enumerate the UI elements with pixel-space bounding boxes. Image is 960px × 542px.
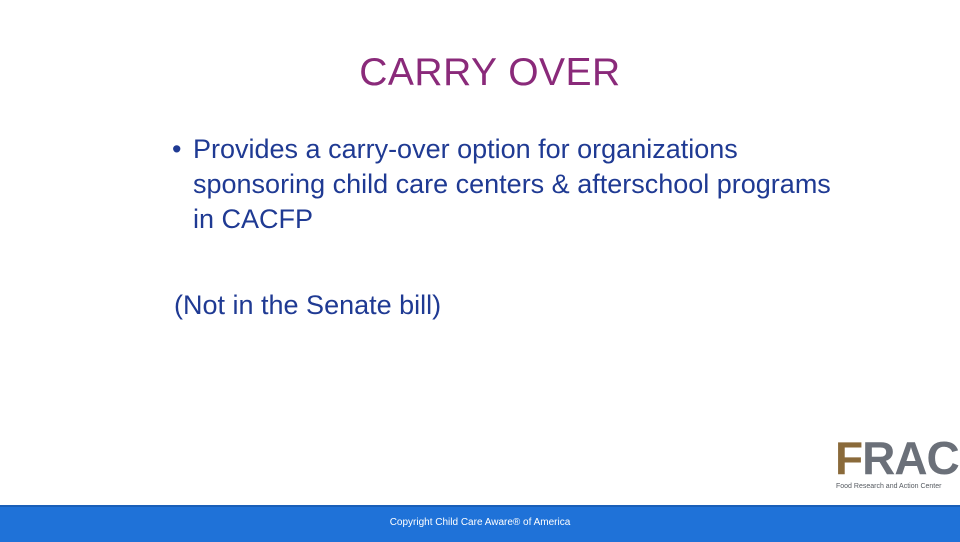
copyright-text: Copyright Child Care Aware® of America bbox=[389, 517, 571, 528]
slide-title: CARRY OVER bbox=[359, 51, 621, 94]
bullet-item bbox=[172, 132, 833, 237]
logo-tagline: Food Research and Action Center bbox=[836, 483, 942, 490]
footer-bar bbox=[0, 505, 960, 542]
senate-note: (Not in the Senate bill) bbox=[174, 290, 442, 320]
bullet-text: Provides a carry-over option for organizations sponsoring child care centers & afterschool programs in CACFP bbox=[193, 134, 831, 234]
bullet-marker: • bbox=[172, 134, 182, 164]
logo-letter-f: F bbox=[835, 432, 863, 484]
frac-logo bbox=[835, 432, 959, 492]
logo-wordmark bbox=[835, 432, 959, 484]
logo-letters-rest: RAC bbox=[862, 432, 959, 484]
